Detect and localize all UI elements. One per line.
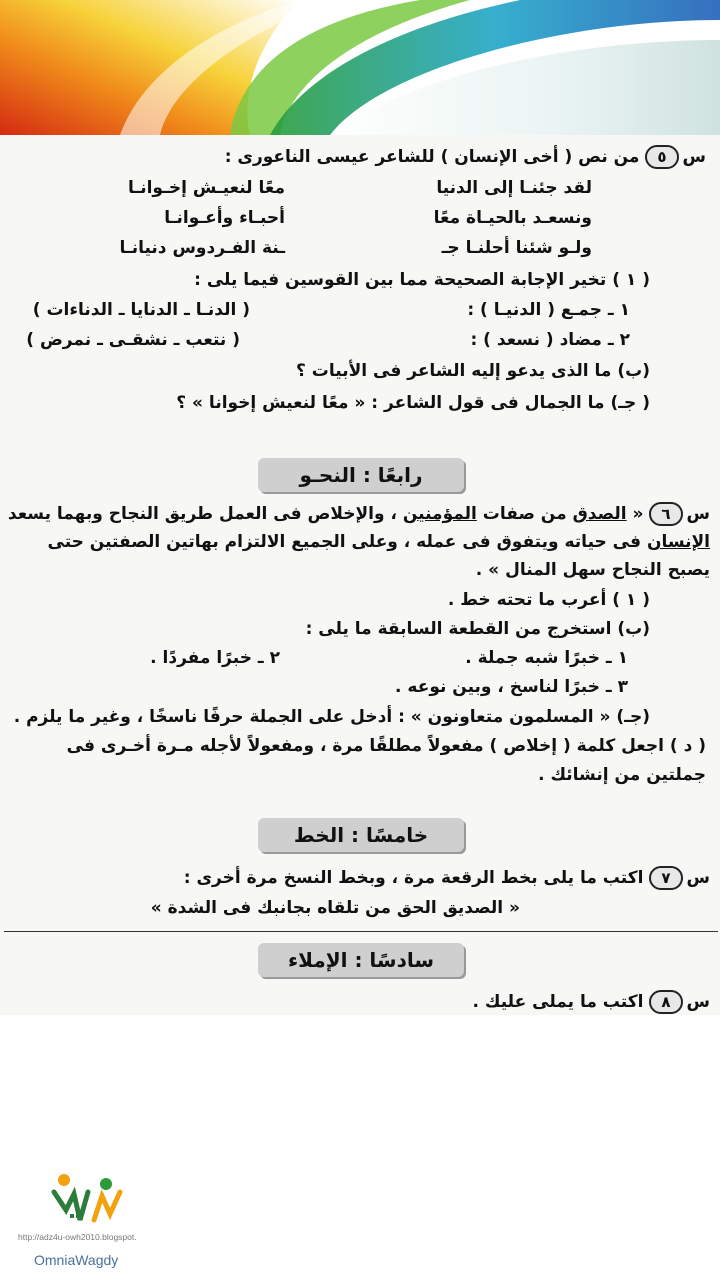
- q5-a1-question: ١ ـ جمـع ( الدنيـا ) :: [467, 300, 630, 320]
- q7-number-pill: ٧: [649, 866, 682, 890]
- verse-2-left: أحبـاء وأعـوانـا: [164, 208, 285, 228]
- q5-letter: س: [682, 147, 706, 167]
- q5-intro: من نص ( أخى الإنسان ) للشاعر عيسى الناعورى :: [224, 147, 640, 167]
- divider-line: [4, 931, 718, 932]
- q5-a1-options: ( الدنـا ـ الدنايا ـ الدناءات ): [32, 300, 250, 320]
- q6-p1-rest: ، والإخلاص فى العمل طريق النجاح وبهما يسعد: [7, 504, 403, 524]
- q6-underlined-word-1: الصدق: [572, 504, 627, 524]
- q6-p1-mid: من صفات: [476, 504, 573, 524]
- verse-3-right: ولـو شئنا أحلنـا جـ: [441, 238, 592, 258]
- q5-intro-line: [225, 145, 706, 169]
- q5-b: (ب) ما الذى يدعو إليه الشاعر فى الأبيات ؟: [296, 361, 650, 381]
- footer-url: http://adz4u-owh2010.blogspot.: [18, 1232, 137, 1242]
- q8-letter: س: [686, 992, 710, 1012]
- q6-b2: ٢ ـ خبرًا مفردًا .: [150, 648, 280, 668]
- q6-b3: ٣ ـ خبرًا لناسخ ، وبين نوعه .: [395, 677, 628, 697]
- decorative-banner: [0, 0, 720, 135]
- q8-number: [649, 990, 710, 1014]
- verse-1-left: معًا لنعيـش إخـوانـا: [128, 178, 285, 198]
- q7-quote: « الصديق الحق من تلقاه بجانبك فى الشدة »: [150, 898, 520, 918]
- q7-instruction: اكتب ما يلى بخط الرقعة مرة ، وبخط النسخ مرة أخرى :: [183, 868, 644, 888]
- q6-a: ( ١ ) أعرب ما تحته خط .: [447, 590, 650, 610]
- q7-letter: س: [686, 868, 710, 888]
- banner-swoosh-graphic: [0, 0, 720, 135]
- q6-paragraph-line-1: [8, 502, 710, 526]
- q5-a2-options: ( نتعب ـ نشقـى ـ نمرض ): [26, 330, 240, 350]
- q6-paragraph-line-3: يصبح النجاح سهل المنال » .: [475, 560, 710, 580]
- q5-a2-question: ٢ ـ مضاد ( نسعد ) :: [470, 330, 630, 350]
- q5-c: ( جـ) ما الجمال فى قول الشاعر : « معًا لنعيش إخوانا » ؟: [176, 393, 650, 413]
- q6-p2-rest: فى حياته ويتفوق فى عمله ، وعلى الجميع الالتزام بهاتين الصفتين حتى: [47, 532, 647, 552]
- q7-line-1: [184, 866, 710, 890]
- section6-heading: سادسًا : الإملاء: [258, 943, 464, 977]
- q6-b: (ب) استخرج من القطعة السابقة ما يلى :: [305, 619, 650, 639]
- q8-instruction: اكتب ما يملى عليك .: [472, 992, 644, 1012]
- q6-b1: ١ ـ خبرًا شبه جملة .: [465, 648, 628, 668]
- q6-underlined-word-3: الإنسان: [646, 532, 710, 552]
- q8-number-pill: ٨: [649, 990, 682, 1014]
- q6-d-line-1: ( د ) اجعل كلمة ( إخلاص ) مفعولاً مطلقًا مرة ، ومفعولاً لأجله مـرة أخـرى فى: [66, 736, 706, 756]
- verse-3-left: ـنة الفـردوس دنيانـا: [119, 238, 285, 258]
- verse-2-right: ونسعـد بالحيـاة معًا: [433, 208, 592, 228]
- q5-a-intro: ( ١ ) تخير الإجابة الصحيحة مما بين القوسين فيما يلى :: [194, 270, 650, 290]
- q5-number-pill: ٥: [645, 145, 678, 169]
- q6-d-line-2: جملتين من إنشائك .: [538, 765, 706, 785]
- q7-number: [649, 866, 710, 890]
- section5-heading: خامسًا : الخط: [258, 818, 464, 852]
- section4-heading: رابعًا : النحـو: [258, 458, 464, 492]
- verse-1-right: لقد جئنـا إلى الدنيا: [436, 178, 592, 198]
- omniawagdy-logo: [18, 1170, 190, 1280]
- q6-underlined-word-2: المؤمنين: [402, 504, 477, 524]
- footer-author-name: OmniaWagdy: [34, 1252, 119, 1268]
- q6-number: [649, 502, 710, 526]
- q8-line-1: [473, 990, 710, 1014]
- q5-number: [645, 145, 706, 169]
- q6-p1-open: «: [626, 504, 644, 524]
- q6-paragraph-line-2: [48, 532, 711, 552]
- logo-people-icon: [44, 1170, 134, 1232]
- q6-c: (جـ) « المسلمون متعاونون » : أدخل على الجملة حرفًا ناسخًا ، وغير ما يلزم .: [13, 707, 650, 727]
- q6-number-pill: ٦: [649, 502, 682, 526]
- q6-letter: س: [686, 504, 710, 524]
